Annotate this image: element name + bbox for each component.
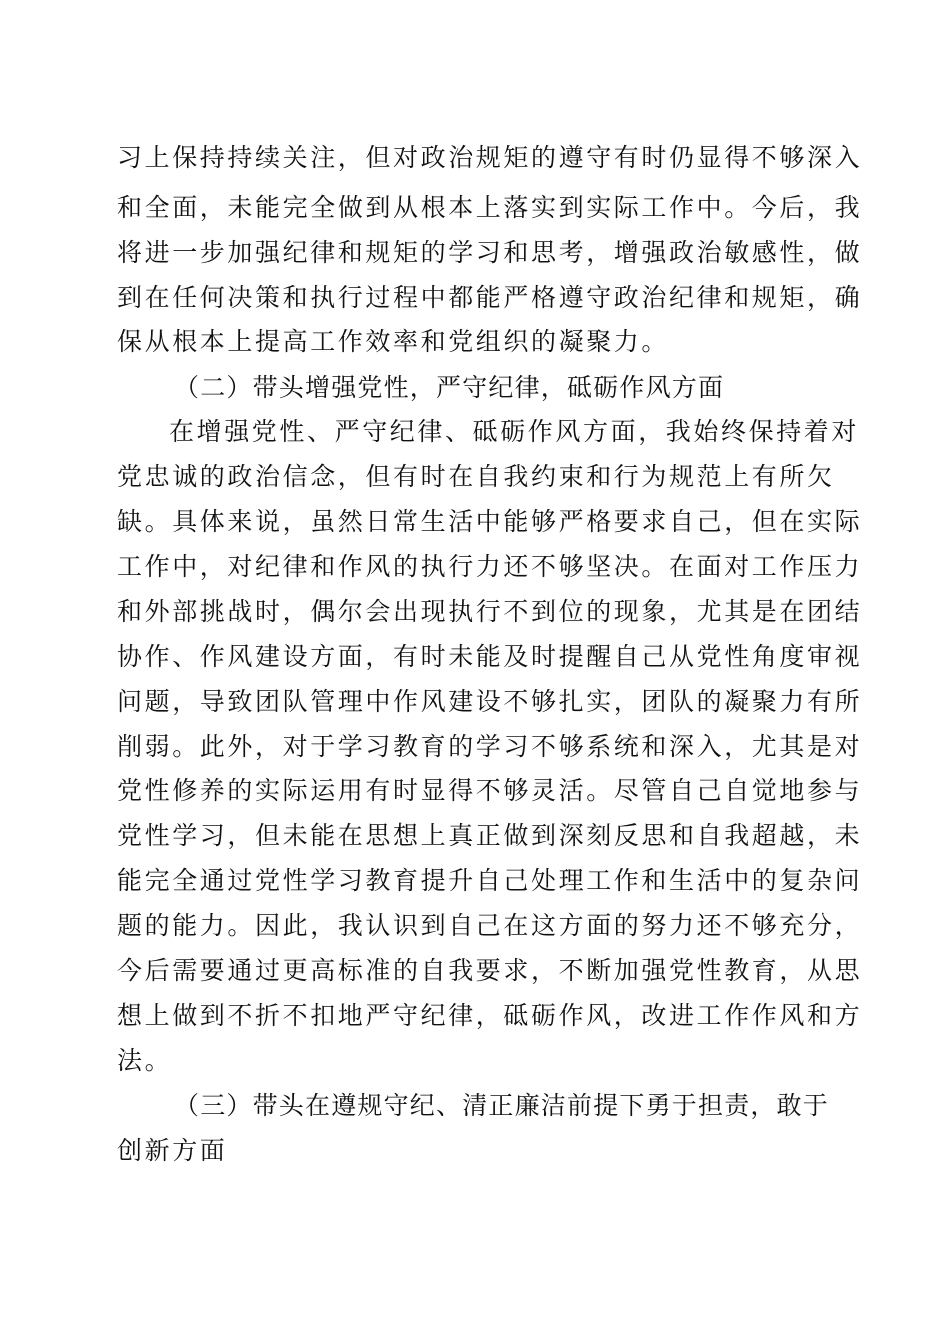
text-line: 创新方面 bbox=[117, 1136, 228, 1165]
text-line: 工作中，对纪律和作风的执行力还不够坚决。在面对工作压力 bbox=[117, 552, 863, 581]
text-line: 协作、作风建设方面，有时未能及时提醒自己从党性角度审视 bbox=[117, 642, 863, 671]
text-line: 和全面，未能完全做到从根本上落实到实际工作中。今后，我 bbox=[117, 193, 863, 222]
text-line: 题的能力。因此，我认识到自己在这方面的努力还不够充分， bbox=[117, 911, 863, 940]
text-line: 党性修养的实际运用有时显得不够灵活。尽管自己自觉地参与 bbox=[117, 776, 863, 805]
text-line: 和外部挑战时，偶尔会出现执行不到位的现象，尤其是在团结 bbox=[117, 597, 863, 626]
text-line: 想上做到不折不扣地严守纪律，砥砺作风，改进工作作风和方 bbox=[117, 1001, 863, 1030]
text-line: 削弱。此外，对于学习教育的学习不够系统和深入，尤其是对 bbox=[117, 732, 863, 761]
text-line: 党性学习，但未能在思想上真正做到深刻反思和自我超越，未 bbox=[117, 821, 863, 850]
text-line: 法。 bbox=[117, 1046, 173, 1075]
text-line: 习上保持持续关注，但对政治规矩的遵守有时仍显得不够深入 bbox=[117, 143, 863, 172]
text-line: 问题，导致团队管理中作风建设不够扎实，团队的凝聚力有所 bbox=[117, 687, 863, 716]
text-line: 缺。具体来说，虽然日常生活中能够严格要求自己，但在实际 bbox=[117, 507, 863, 536]
text-line: 今后需要通过更高标准的自我要求，不断加强党性教育，从思 bbox=[117, 956, 863, 985]
text-line: 能完全通过党性学习教育提升自己处理工作和生活中的复杂问 bbox=[117, 866, 863, 895]
text-line: 保从根本上提高工作效率和党组织的凝聚力。 bbox=[117, 327, 670, 356]
text-line: 党忠诚的政治信念，但有时在自我约束和行为规范上有所欠 bbox=[117, 462, 835, 491]
text-line: 将进一步加强纪律和规矩的学习和思考，增强政治敏感性，做 bbox=[117, 238, 863, 267]
section-heading-3: （三）带头在遵规守纪、清正廉洁前提下勇于担责，敢于 bbox=[174, 1091, 830, 1120]
paragraph-first-line: 在增强党性、严守纪律、砥砺作风方面，我始终保持着对 bbox=[169, 417, 860, 446]
section-heading-2: （二）带头增强党性，严守纪律，砥砺作风方面 bbox=[174, 373, 725, 402]
text-line: 到在任何决策和执行过程中都能严格遵守政治纪律和规矩，确 bbox=[117, 283, 863, 312]
